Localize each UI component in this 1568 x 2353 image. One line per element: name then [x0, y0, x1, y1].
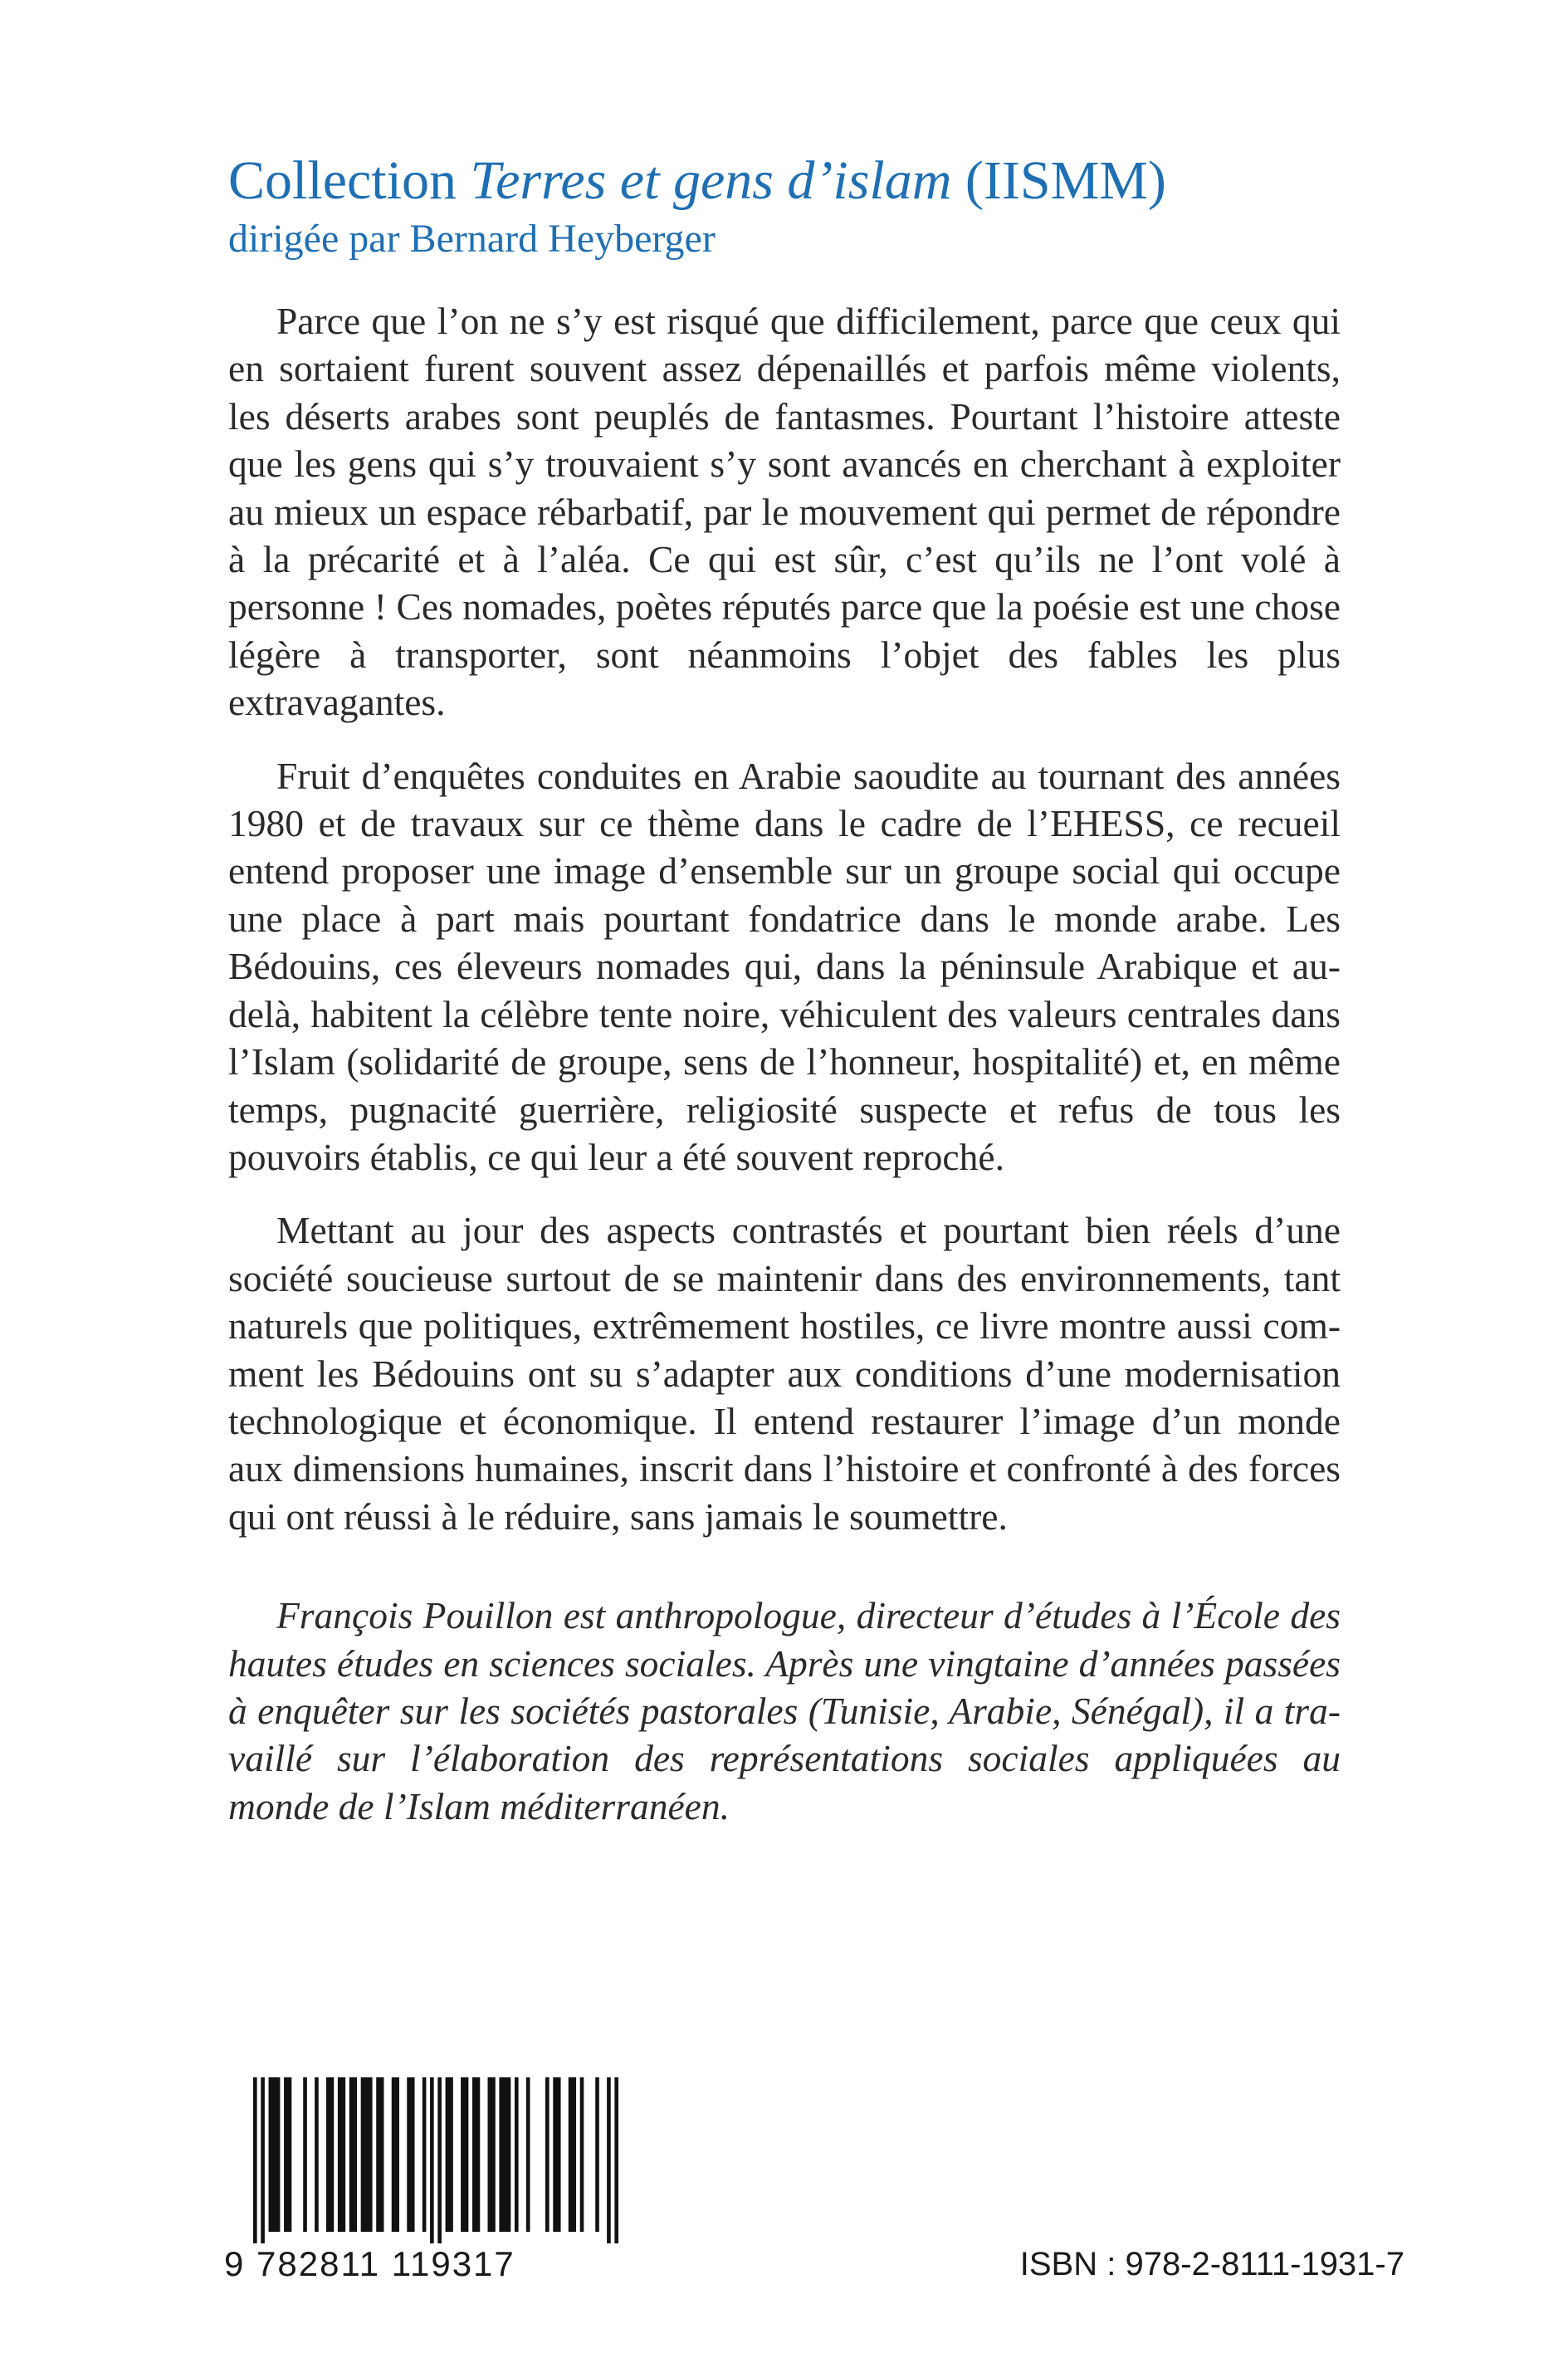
barcode-bar	[284, 2077, 291, 2232]
barcode-bar	[526, 2077, 530, 2232]
barcode-bar	[446, 2077, 453, 2232]
blurb-paragraph-1: Parce que l’on ne s’y est risqué que difficilement, parce que ceux qui en sortaient furent souvent assez dépenaillés et parfois même violents, les déserts arabes sont peuplés de fantasmes. Pourtant l’histoire atteste que les gens qui s’y trouvaient s’y sont avancés en cherchant à exploiter au mieux un espace rébarbatif, par le mouvement qui permet de répondre à la précarité et à l’aléa. Ce qui est sûr, c’est qu’ils ne l’ont volé à personne ! Ces nomades, poètes réputés parce que la poésie est une chose légère à transporter, sont néanmoins l’objet des fables les plus extravagantes.	[228, 300, 1341, 724]
barcode-bar	[569, 2077, 576, 2232]
barcode-bar	[545, 2077, 550, 2232]
blurb-paragraph-2: Fruit d’enquêtes conduites en Arabie saoudite au tournant des années 1980 et de travaux sur ce thème dans le cadre de l’EHESS, ce recueil entend proposer une image d’ensemble sur un groupe social qui occupe une place à part mais pourtant fondatrice dans le monde arabe. Les Bédouins, ces éleveurs nomades qui, dans la péninsule Arabique et au-delà, habitent la célèbre tente noire, véhiculent des valeurs centrales dans l’Islam (solidarité de groupe, sens de l’honneur, hospitalité) et, en même temps, pugnacité guerrière, religiosité suspecte et refus de tous les pouvoirs établis, ce qui leur a été souvent reproché.	[228, 754, 1341, 1178]
collection-title	[228, 148, 1390, 214]
collection-director: dirigée par Bernard Heyberger	[228, 217, 716, 261]
barcode-bar	[472, 2077, 480, 2232]
barcode-bar	[269, 2077, 281, 2232]
barcode-bar	[376, 2077, 383, 2232]
barcode-bar	[499, 2077, 510, 2232]
barcode-bar	[437, 2077, 442, 2243]
barcode-bar	[607, 2077, 611, 2243]
blurb	[228, 297, 1341, 1856]
isbn-label: ISBN : 978-2-8111-1931-7	[1019, 2246, 1404, 2282]
barcode-bar	[595, 2077, 599, 2232]
barcode-bar	[261, 2077, 265, 2243]
barcode-bar	[303, 2077, 307, 2232]
barcode-bar	[515, 2077, 519, 2232]
barcode-bar	[361, 2077, 373, 2232]
barcode-bar	[338, 2077, 345, 2232]
barcode-bar	[253, 2077, 257, 2243]
barcode-bar	[392, 2077, 399, 2232]
collection-suffix: (IISMM)	[951, 150, 1166, 211]
collection-name: Terres et gens d’islam	[470, 150, 952, 211]
barcode-bar	[423, 2077, 427, 2232]
collection-header	[228, 148, 1390, 264]
blurb-paragraph-3: Mettant au jour des aspects contrastés et pourtant bien réels d’une société soucieuse surtout de se maintenir dans des environnements, tant naturels que politiques, extrêmement hostiles, ce livre montre aussi comment les Bédouins ont su s’adapter aux conditions d’une modernisation technologique et économique. Il entend restaurer l’image d’un monde aux dimensions humaines, inscrit dans l’histoire et confronté à des forces qui ont réussi à le réduire, sans jamais le soumettre.	[228, 1209, 1341, 1538]
barcode-bar	[553, 2077, 560, 2232]
barcode-bar	[430, 2077, 434, 2243]
barcode-bar	[349, 2077, 357, 2232]
collection-prefix: Collection	[228, 150, 471, 211]
barcode-bar	[488, 2077, 496, 2232]
barcode-bar	[580, 2077, 584, 2232]
ean-barcode	[253, 2077, 618, 2243]
barcode-bar	[326, 2077, 334, 2232]
barcode-bar	[315, 2077, 319, 2232]
barcode-digits: 9 782811 119317	[224, 2244, 515, 2283]
author-bio: François Pouillon est anthropologue, directeur d’études à l’École des hautes études en sciences sociales. Après une vingtaine d’années passées à enquêter sur les sociétés pastorales (Tunisie, Arabie, Sénégal), il a travaillé sur l’élaboration des représentations sociales appliquées au monde de l’Islam méditerranéen.	[228, 1594, 1341, 1827]
barcode-bar	[407, 2077, 414, 2232]
barcode-bar	[614, 2077, 618, 2243]
barcode-bar	[461, 2077, 468, 2232]
